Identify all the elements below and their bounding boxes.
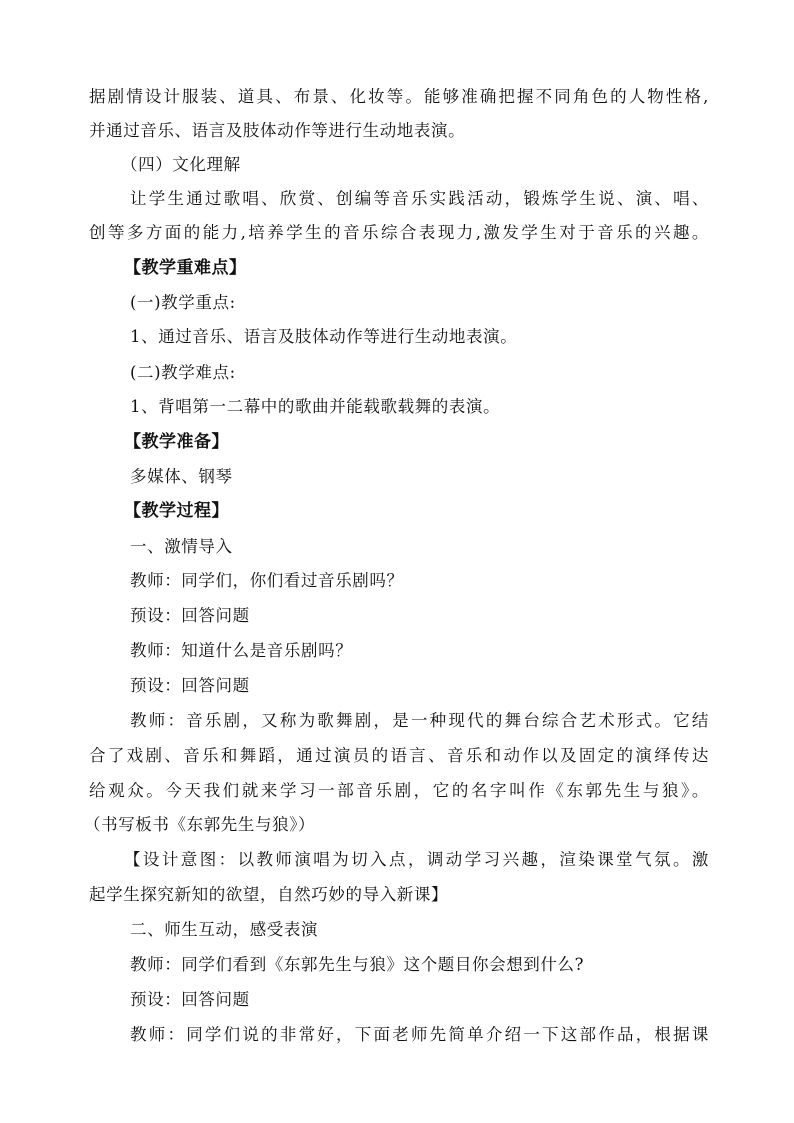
design-note-line: 【设计意图：以教师演唱为切入点，调动学习兴趣，渲染课堂气氛。激: [124, 850, 709, 869]
section-heading: 【教学过程】: [124, 501, 229, 521]
subheading: (二)教学难点:: [130, 363, 236, 382]
paragraph-line: 多媒体、钢琴: [130, 467, 233, 486]
paragraph-line: 让学生通过歌唱、欣赏、创编等音乐实践活动，锻炼学生说、演、唱、: [130, 189, 709, 208]
section-heading: 【教学准备】: [124, 432, 229, 452]
paragraph-line: 并通过音乐、语言及肢体动作等进行生动地表演。: [89, 121, 466, 140]
paragraph-line: 创等多方面的能力,培养学生的音乐综合表现力,激发学生对于音乐的兴趣。: [89, 223, 709, 242]
paragraph-line: 教师：音乐剧，又称为歌舞剧，是一种现代的舞台综合艺术形式。它结: [130, 711, 709, 730]
paragraph-line: 给观众。今天我们就来学习一部音乐剧，它的名字叫作《东郭先生与狼》。: [89, 781, 709, 800]
design-note-line: 起学生探究新知的欲望，自然巧妙的导入新课】: [89, 885, 449, 904]
subheading: 一、激情导入: [130, 537, 233, 556]
paragraph-line: 教师：同学们说的非常好，下面老师先简单介绍一下这部作品，根据课: [130, 1025, 709, 1044]
paragraph-line: 据剧情设计服装、道具、布景、化妆等。能够准确把握不同角色的人物性格,: [89, 87, 709, 106]
paragraph-line: 合了戏剧、音乐和舞蹈，通过演员的语言、音乐和动作以及固定的演绎传达: [89, 746, 709, 765]
dialogue-line: 教师：同学们，你们看过音乐剧吗？: [130, 571, 404, 590]
section-subheading: （四）文化理解: [121, 155, 241, 174]
dialogue-line: 教师：同学们看到《东郭先生与狼》这个题目你会想到什么?: [130, 955, 585, 974]
dialogue-line: 预设：回答问题: [130, 606, 250, 625]
subheading: 二、师生互动，感受表演: [130, 920, 319, 939]
subheading: (一)教学重点:: [130, 293, 236, 312]
list-item: 1、背唱第一二幕中的歌曲并能载歌载舞的表演。: [130, 397, 501, 416]
dialogue-line: 教师：知道什么是音乐剧吗？: [130, 641, 353, 660]
paragraph-line: （书写板书《东郭先生与狼》）: [84, 815, 316, 834]
dialogue-line: 预设：回答问题: [130, 676, 250, 695]
dialogue-line: 预设：回答问题: [130, 990, 250, 1009]
section-heading: 【教学重难点】: [124, 258, 247, 278]
list-item: 1、通过音乐、语言及肢体动作等进行生动地表演。: [130, 327, 518, 346]
